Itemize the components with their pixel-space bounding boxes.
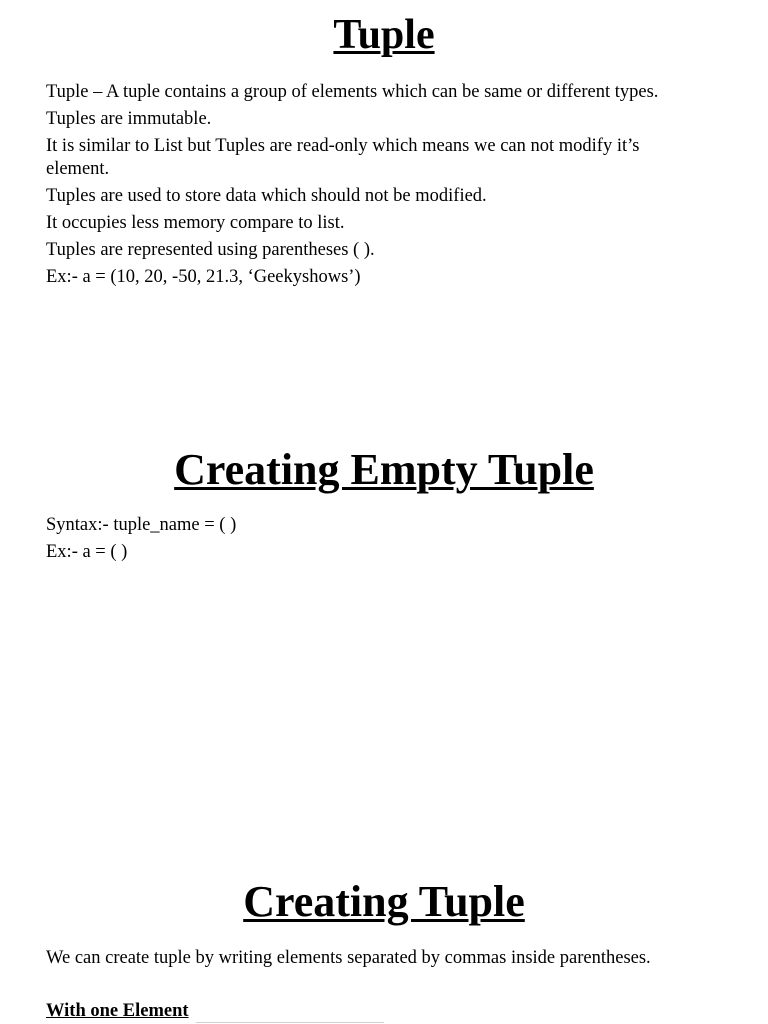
description-line: We can create tuple by writing elements separated by commas inside parentheses. [46, 948, 651, 968]
page-title: Tuple [333, 12, 435, 58]
tuple-description-list [46, 81, 686, 293]
description-line: It occupies less memory compare to list. [46, 213, 345, 233]
section-empty-tuple [0, 446, 768, 494]
section-heading: Creating Tuple [243, 877, 525, 926]
section-creating-tuple [0, 878, 768, 926]
creating-tuple-lines [46, 947, 686, 974]
description-line: Tuples are immutable. [46, 109, 212, 129]
section-tuple [0, 12, 768, 58]
syntax-line: Syntax:- tuple_name = ( ) [46, 515, 237, 535]
description-line: It is similar to List but Tuples are read-only which means we can not modify it’s element. [46, 136, 640, 179]
section-heading: Creating Empty Tuple [174, 445, 594, 494]
description-line: Tuples are represented using parentheses ( ). [46, 240, 375, 260]
description-line: Tuple – A tuple contains a group of elements which can be same or different types. [46, 82, 659, 102]
description-line: Tuples are used to store data which should not be modified. [46, 186, 487, 206]
empty-tuple-lines [46, 514, 686, 568]
subheading-one-element: With one Element [46, 1001, 189, 1021]
example-line: Ex:- a = (10, 20, -50, 21.3, ‘Geekyshows’) [46, 267, 361, 287]
divider [196, 1022, 384, 1023]
example-line: Ex:- a = ( ) [46, 542, 128, 562]
